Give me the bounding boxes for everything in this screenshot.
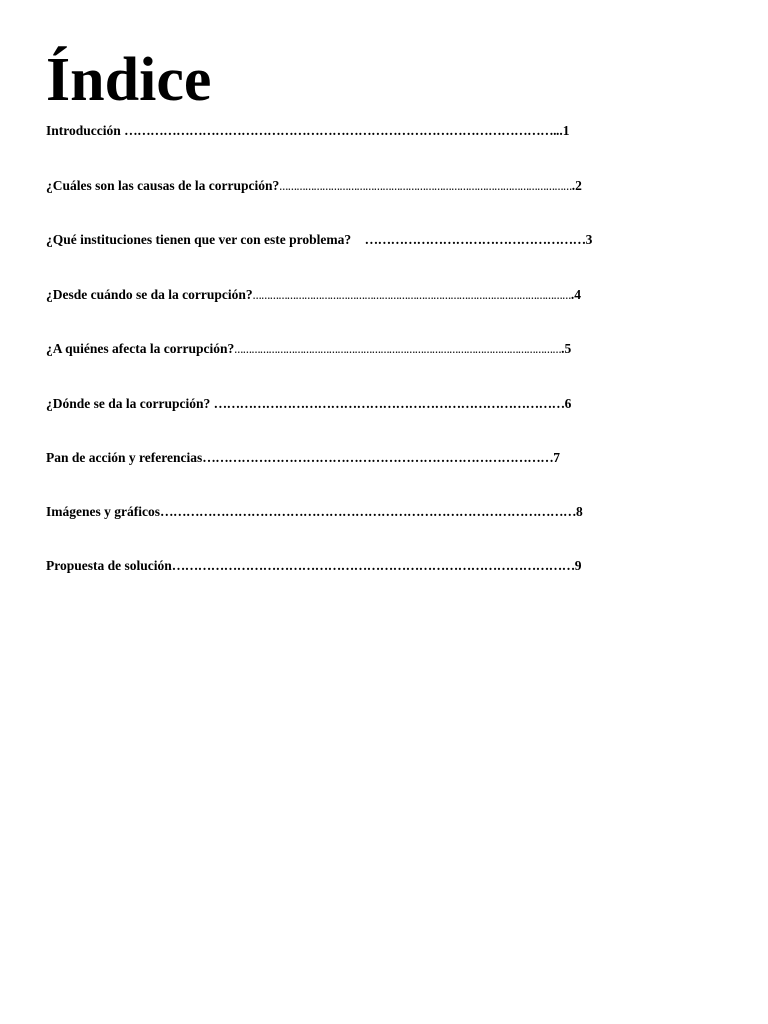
- toc-entry-page: .5: [561, 341, 572, 356]
- toc-entry-imagenes: [46, 503, 583, 521]
- toc-entry-page: 8: [575, 504, 583, 519]
- toc-entry-causas: [46, 177, 582, 196]
- toc-entry-label: Propuesta de solución: [46, 558, 172, 573]
- toc-entry-leader: ………………………………………………………………………: [213, 396, 565, 411]
- toc-entry-leader: ………………………………………………………………………: [202, 450, 554, 465]
- toc-entry-leader: …………………………………………………………………………………: [171, 558, 575, 573]
- toc-entry-donde: [46, 395, 571, 413]
- page-title: Índice: [46, 46, 212, 114]
- toc-entry-label: ¿A quiénes afecta la corrupción?: [46, 341, 235, 356]
- toc-entry-label: ¿Qué instituciones tienen que ver con este problema?: [46, 232, 365, 247]
- toc-entry-label: Imágenes y gráficos: [46, 504, 160, 519]
- toc-entry-page: 9: [574, 558, 582, 573]
- toc-entry-label: ¿Dónde se da la corrupción?: [46, 396, 214, 411]
- toc-entry-label: Introducción: [46, 123, 125, 138]
- toc-entry-leader: ……………………………………………………………………………………………………: [234, 345, 562, 355]
- toc-entry-page: 6: [564, 396, 572, 411]
- toc-entry-page: .2: [571, 178, 582, 193]
- toc-entry-page: 7: [553, 450, 560, 465]
- toc-entry-page: ..1: [556, 123, 570, 138]
- toc-entry-instituciones: [46, 231, 592, 249]
- toc-entry-label: ¿Desde cuándo se da la corrupción?: [46, 287, 253, 302]
- toc-entry-leader: ……………………………………………………………………………………….: [124, 123, 557, 138]
- toc-entry-label: ¿Cuáles son las causas de la corrupción?: [46, 178, 280, 193]
- toc-entry-leader: ……………………………………………………………………………………: [159, 504, 576, 519]
- toc-entry-leader: ……………………………………………: [364, 232, 586, 247]
- toc-entry-label: Pan de acción y referencias: [46, 450, 203, 465]
- toc-entry-introduccion: [46, 122, 570, 140]
- toc-entry-leader: …………………………………………………………………………………………………: [252, 291, 571, 301]
- toc-entry-propuesta: [46, 557, 582, 575]
- toc-entry-page: 3: [585, 232, 593, 247]
- toc-entry-leader: …………………………………………………………………………………………: [279, 182, 572, 192]
- toc-entry-page: .4: [570, 287, 581, 302]
- toc-entry-a-quienes: [46, 340, 571, 359]
- toc-entry-desde-cuando: [46, 286, 581, 305]
- toc-entry-plan-de-accion: [46, 449, 560, 467]
